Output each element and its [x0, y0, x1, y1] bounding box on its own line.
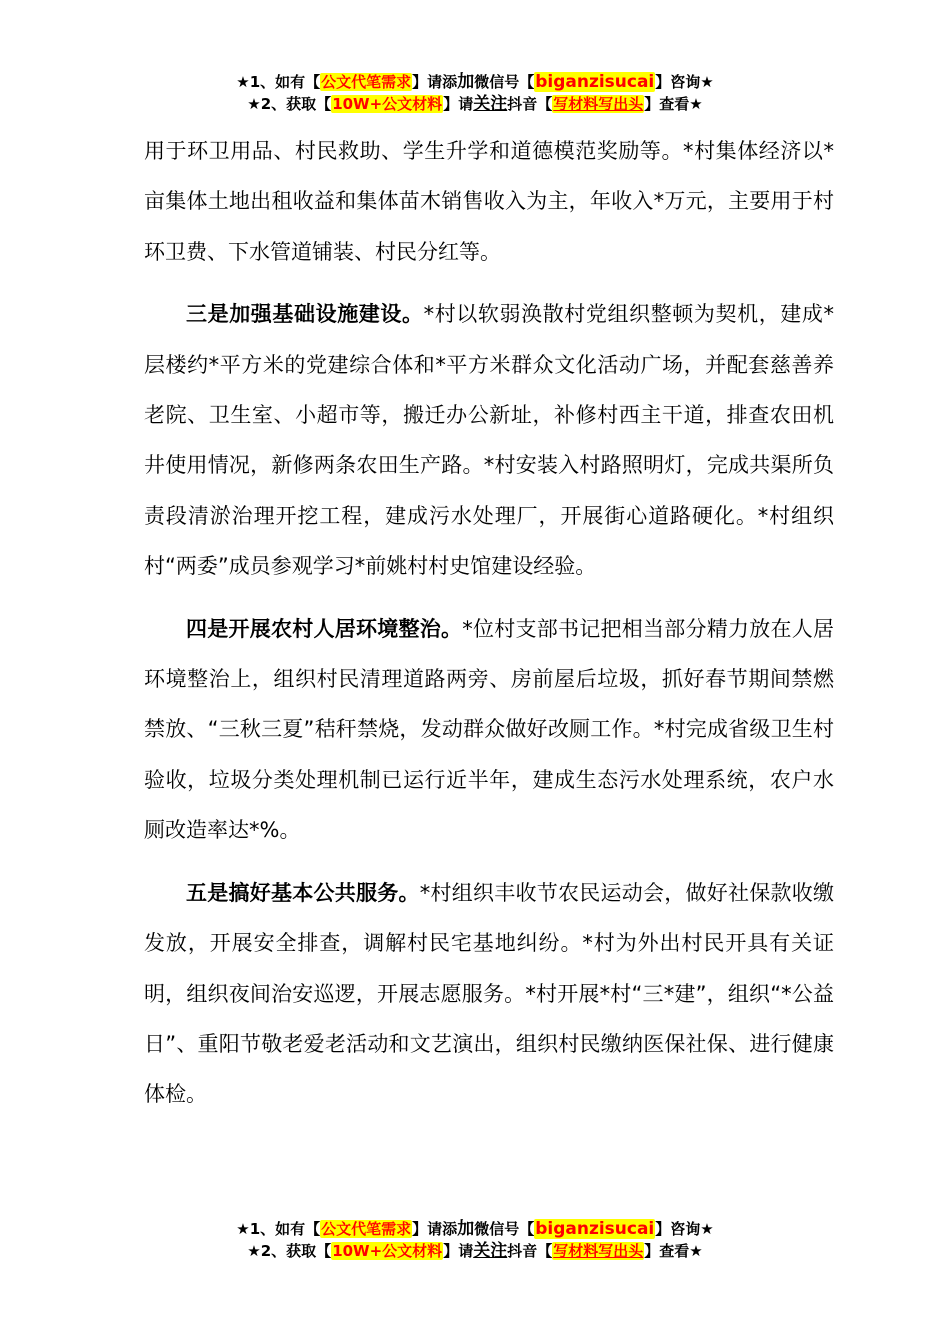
footer-banner	[0, 1218, 950, 1262]
paragraph-infrastructure	[144, 289, 834, 591]
paragraph-text: *村以软弱涣散村党组织整顿为契机，建成*层楼约*平方米的党建综合体和*平方米群众文化活动广场，并配套慈善养老院、卫生室、小超市等，搬迁办公新址，补修村西主干道，排查农田机井使用情况，新修两条农田生产路。*村安装入村路照明灯，完成共渠所负责段清淤治理开挖工程，建成污水处理厂，开展街心道路硬化。*村组织村“两委”成员参观学习*前姚村村史馆建设经验。	[144, 302, 835, 579]
banner-emphasis: 关注	[473, 1241, 508, 1261]
banner-text: 】请	[443, 1242, 474, 1260]
banner-emphasis: 关注	[473, 94, 508, 114]
banner-text: 抖音【	[507, 95, 553, 113]
document-body	[144, 126, 834, 1120]
highlight-materials: 10W+公文材料	[332, 95, 443, 113]
banner-text: 抖音【	[507, 1242, 553, 1260]
banner-text: 】咨询★	[655, 1220, 714, 1238]
banner-text: ★1、如有【	[236, 73, 321, 91]
paragraph-text: *位村支部书记把相当部分精力放在人居环境整治上，组织村民清理道路两旁、房前屋后垃圾，抓好春节期间禁燃禁放、“三秋三夏”秸秆禁烧，发动群众做好改厕工作。*村完成省级卫生村验收，垃圾分类处理机制已运行近半年，建成生态污水处理系统，农户水厕改造率达*%。	[144, 616, 834, 843]
paragraph-heading: 三是加强基础设施建设。	[186, 302, 424, 327]
banner-text: 】请添	[412, 1220, 458, 1238]
highlight-wechat-id: biganzisucai	[535, 72, 655, 92]
banner-text: ★2、获取【	[247, 1242, 332, 1260]
banner-emphasis: 加	[457, 72, 475, 92]
banner-text: 】查看★	[644, 95, 703, 113]
banner-line-2	[0, 93, 950, 115]
highlight-service: 公文代笔需求	[321, 1220, 412, 1238]
banner-text: ★1、如有【	[236, 1220, 321, 1238]
paragraph-continued	[144, 126, 834, 277]
banner-text: 】咨询★	[655, 73, 714, 91]
banner-text: 】请添	[412, 73, 458, 91]
banner-text: ★2、获取【	[247, 95, 332, 113]
highlight-douyin-account: 写材料写出头	[553, 95, 644, 113]
paragraph-environment	[144, 604, 834, 856]
paragraph-heading: 五是搞好基本公共服务。	[186, 880, 420, 905]
highlight-materials: 10W+公文材料	[332, 1242, 443, 1260]
paragraph-text: 用于环卫用品、村民救助、学生升学和道德模范奖励等。*村集体经济以*亩集体土地出租收益和集体苗木销售收入为主，年收入*万元，主要用于村环卫费、下水管道铺装、村民分红等。	[144, 139, 834, 264]
banner-text: 微信号【	[474, 1220, 535, 1238]
banner-text: 】查看★	[644, 1242, 703, 1260]
banner-text: 微信号【	[474, 73, 535, 91]
banner-line-2	[0, 1240, 950, 1262]
banner-emphasis: 加	[457, 1219, 475, 1239]
highlight-service: 公文代笔需求	[321, 73, 412, 91]
banner-line-1	[0, 1218, 950, 1240]
highlight-wechat-id: biganzisucai	[535, 1219, 655, 1239]
paragraph-heading: 四是开展农村人居环境整治。	[186, 616, 463, 641]
paragraph-public-service	[144, 868, 834, 1120]
highlight-douyin-account: 写材料写出头	[553, 1242, 644, 1260]
header-banner	[0, 71, 950, 115]
banner-line-1	[0, 71, 950, 93]
banner-text: 】请	[443, 95, 474, 113]
paragraph-text: *村组织丰收节农民运动会，做好社保款收缴发放，开展安全排查，调解村民宅基地纠纷。*村为外出村民开具有关证明，组织夜间治安巡逻，开展志愿服务。*村开展*村“三*建”，组织“*公益日”、重阳节敬老爱老活动和文艺演出，组织村民缴纳医保社保、进行健康体检。	[144, 880, 834, 1107]
